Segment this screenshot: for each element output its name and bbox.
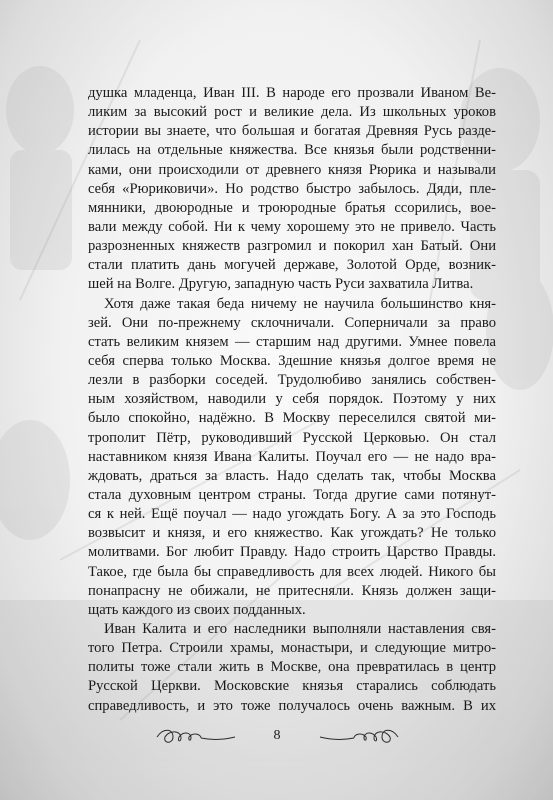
text-line: разрозненных княжеств разгромил и покорил хан Батый. Они — [88, 238, 496, 255]
text-line: стать великим князем — старшим над другими. Умнее повела — [88, 333, 496, 350]
text-line: того Петра. Строили храмы, монастыри, и следующие митро- — [88, 640, 496, 657]
text-line: стала духовным центром страны. Тогда другие сами потянут- — [88, 486, 496, 503]
text-line: щать каждого из своих подданных. — [88, 601, 306, 618]
text-line: мянники, двоюродные и троюродные братья ссорились, вое- — [88, 199, 496, 216]
text-line: лилась на отдельные княжества. Все князья были родственни- — [88, 142, 496, 159]
text-line: Иван Калита и его наследники выполняли наставления свя- — [104, 620, 496, 637]
text-line: душка младенца, Иван III. В народе его прозвали Иваном Ве- — [88, 85, 496, 101]
text-line: Такое, где была бы справедливость для всех людей. Никого бы — [88, 563, 496, 580]
text-line: стали платить дань могучей державе, Золотой Орде, возник- — [88, 257, 496, 274]
text-line: молитвами. Бог любит Правду. Надо строить Царство Правды. — [88, 544, 496, 561]
text-line: шей на Волге. Другую, западную часть Руси захватила Литва. — [88, 276, 474, 293]
text-line: ками, они происходили от древнего князя Рюрика и называли — [88, 161, 496, 178]
text-line: себя сперва только Москва. Здешние князья долгое время не — [88, 352, 496, 369]
text-line: справедливость, и это тоже получалось очень важным. В их — [88, 697, 496, 714]
text-line: себя «Рюриковичи». Но родство быстро забылось. Дяди, пле- — [88, 180, 496, 197]
text-line: наставником князя Ивана Калиты. Поучал его — не надо вра- — [88, 448, 496, 465]
paragraph-3 — [88, 620, 496, 716]
text-line: лезли в разборки соседей. Трудолюбиво занялись собствен- — [88, 372, 496, 389]
page-number: 8 — [273, 728, 281, 743]
text-line: возвысит и князя, и его княжество. Как угождать? Не только — [88, 525, 496, 542]
left-flourish-ornament — [155, 726, 237, 748]
text-line: ждовать, драться за власть. Надо сделать так, чтобы Москва — [88, 467, 496, 484]
text-line: ликим за высокий рост и великие дела. Из школьных уроков — [88, 104, 496, 121]
text-line: было спокойно, надёжно. В Москву переселился святой ми- — [88, 410, 496, 427]
text-line: Хотя даже такая беда ничему не научила большинство кня- — [104, 295, 496, 312]
body-text — [88, 84, 496, 716]
text-line: политы тоже стали жить в Москве, она превратилась в центр — [88, 659, 496, 676]
text-line: трополит Пётр, руководивший Русской Церковью. Он стал — [88, 429, 496, 446]
paragraph-1 — [88, 84, 496, 295]
page-footer — [0, 718, 553, 758]
paragraph-2 — [88, 295, 496, 620]
right-flourish-ornament — [318, 726, 400, 748]
text-line: понапрасну не обижали, не притесняли. Князь должен защи- — [88, 582, 496, 599]
text-line: истории вы знаете, что большая и богатая Древняя Русь разде- — [88, 123, 496, 140]
text-line: вали между собой. Ни к чему хорошему это не привело. Часть — [88, 218, 496, 235]
text-line: зей. Они по-прежнему склочничали. Соперничали за право — [88, 314, 496, 331]
text-line: Русской Церкви. Московские князья старались соблюдать — [88, 678, 496, 695]
text-line: ным хозяйством, наводили у себя порядок. Поэтому у них — [88, 391, 496, 408]
text-line: ся к ней. Ещё поучал — надо угождать Богу. А за это Господь — [88, 506, 496, 523]
